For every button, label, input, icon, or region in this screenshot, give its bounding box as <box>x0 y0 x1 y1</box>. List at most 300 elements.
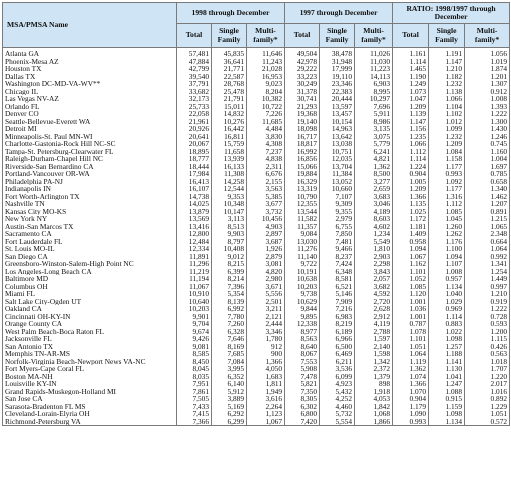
total-1998-cell: 11,067 <box>177 283 212 291</box>
single-family-1997-cell: 7,424 <box>320 260 355 268</box>
ratio-total-cell: 0.958 <box>393 238 429 246</box>
msa-name-cell: Memphis TN-AR-MS <box>3 350 177 358</box>
total-1997-cell: 33,223 <box>285 73 320 81</box>
ratio-single-family-cell: 1.177 <box>429 163 465 171</box>
total-1998-cell: 16,413 <box>177 178 212 186</box>
ratio-total-cell: 1.114 <box>393 58 429 66</box>
total-1998-cell: 9,426 <box>177 335 212 343</box>
ratio-multi-family-cell: 0.745 <box>465 140 510 148</box>
msa-name-cell: Dallas TX <box>3 73 177 81</box>
table-row <box>3 65 510 73</box>
multi-family-1998-cell: 21,028 <box>247 65 285 73</box>
ratio-total-cell: 1.465 <box>393 65 429 73</box>
single-family-1997-cell: 14,963 <box>320 125 355 133</box>
single-family-1997-cell: 4,460 <box>320 403 355 411</box>
total-1998-cell: 13,569 <box>177 215 212 223</box>
ratio-single-family-cell: 1.260 <box>429 223 465 231</box>
ratio-multi-family-cell: 0.919 <box>465 298 510 306</box>
ratio-total-cell: 1.051 <box>393 343 429 351</box>
msa-name-cell: Minneapolis-St. Paul MN-WI <box>3 133 177 141</box>
multi-family-1998-cell: 10,382 <box>247 95 285 103</box>
table-row <box>3 373 510 381</box>
single-family-1997-cell: 11,384 <box>320 170 355 178</box>
msa-name-cell: Orlando FL <box>3 103 177 111</box>
single-family-1998-cell: 6,140 <box>212 380 247 388</box>
table-row <box>3 73 510 81</box>
total-1997-cell: 5,908 <box>285 365 320 373</box>
total-1997-cell: 31,378 <box>285 88 320 96</box>
multi-family-1997-cell: 6,903 <box>355 80 393 88</box>
multi-family-1997-cell: 6,241 <box>355 148 393 156</box>
msa-name-cell: Kansas City MO-KS <box>3 208 177 216</box>
msa-housing-table <box>2 2 510 426</box>
msa-name-cell: San Diego CA <box>3 253 177 261</box>
ratio-multi-family-cell: 1.874 <box>465 65 510 73</box>
table-row <box>3 320 510 328</box>
ratio-multi-family-cell: 1.065 <box>465 223 510 231</box>
ratio-multi-family-cell: 1.004 <box>465 155 510 163</box>
single-family-1998-cell: 28,768 <box>212 80 247 88</box>
ratio-multi-family-cell: 1.008 <box>465 95 510 103</box>
ratio-multi-family-cell: 1.064 <box>465 245 510 253</box>
ratio-single-family-cell: 1.107 <box>429 260 465 268</box>
single-family-1997-cell: 10,154 <box>320 118 355 126</box>
ratio-total-cell: 1.114 <box>393 155 429 163</box>
msa-name-cell: Fort Worth-Arlington TX <box>3 193 177 201</box>
multi-family-1997-cell: 3,046 <box>355 200 393 208</box>
ratio-single-family-cell: 1.138 <box>429 88 465 96</box>
multi-family-1998-cell: 3,081 <box>247 260 285 268</box>
table-row <box>3 133 510 141</box>
ratio-total-cell: 1.005 <box>393 178 429 186</box>
total-1997-cell: 13,544 <box>285 208 320 216</box>
total-1997-cell: 15,066 <box>285 163 320 171</box>
total-1998-cell: 20,926 <box>177 125 212 133</box>
msa-name-cell: Phoenix-Mesa AZ <box>3 58 177 66</box>
total-1998-cell: 7,366 <box>177 418 212 426</box>
multi-family-1997-cell: 7,696 <box>355 103 393 111</box>
ratio-multi-family-cell: 0.992 <box>465 253 510 261</box>
ratio-multi-family-cell: 0.728 <box>465 313 510 321</box>
msa-name-cell: Greensboro-Winston-Salem-High Point NC <box>3 260 177 268</box>
ratio-multi-family-cell: 1.341 <box>465 260 510 268</box>
single-family-1997-cell: 2,979 <box>320 215 355 223</box>
table-row <box>3 223 510 231</box>
ratio-single-family-cell: 1.232 <box>429 80 465 88</box>
single-family-1998-cell: 6,328 <box>212 328 247 336</box>
ratio-multi-family-cell: 0.572 <box>465 418 510 426</box>
total-1997-cell: 13,319 <box>285 185 320 193</box>
multi-family-1998-cell: 3,671 <box>247 283 285 291</box>
ratio-single-family-cell: 1.092 <box>429 178 465 186</box>
single-family-1998-cell: 8,797 <box>212 238 247 246</box>
total-1998-cell: 37,791 <box>177 80 212 88</box>
total-1998-cell: 18,444 <box>177 163 212 171</box>
multi-family-1998-cell: 1,366 <box>247 358 285 366</box>
ratio-single-family-cell: 1.022 <box>429 328 465 336</box>
ratio-single-family-cell: 1.102 <box>429 110 465 118</box>
ratio-single-family-cell: 1.104 <box>429 103 465 111</box>
total-1998-cell: 13,879 <box>177 208 212 216</box>
multi-family-header-1997: Multi-family* <box>355 24 393 48</box>
single-family-1997-cell: 6,983 <box>320 313 355 321</box>
table-row <box>3 163 510 171</box>
ratio-multi-family-cell: 1.160 <box>465 148 510 156</box>
table-row <box>3 275 510 283</box>
ratio-single-family-cell: 1.257 <box>429 343 465 351</box>
ratio-multi-family-cell: 1.220 <box>465 373 510 381</box>
table-row <box>3 140 510 148</box>
msa-name-cell: Baltimore MD <box>3 275 177 283</box>
total-1998-cell: 32,173 <box>177 95 212 103</box>
ratio-total-cell: 1.179 <box>393 403 429 411</box>
single-family-1997-cell: 23,346 <box>320 80 355 88</box>
table-row <box>3 230 510 238</box>
total-1998-cell: 57,481 <box>177 48 212 58</box>
multi-family-1997-cell: 3,135 <box>355 125 393 133</box>
table-row <box>3 260 510 268</box>
multi-family-1998-cell: 3,616 <box>247 395 285 403</box>
table-row <box>3 185 510 193</box>
ratio-total-cell: 1.073 <box>393 88 429 96</box>
table-row <box>3 193 510 201</box>
total-1997-cell: 19,884 <box>285 170 320 178</box>
multi-family-1998-cell: 16,953 <box>247 73 285 81</box>
multi-family-1997-cell: 1,068 <box>355 410 393 418</box>
single-family-1997-cell: 12,035 <box>320 155 355 163</box>
total-1998-cell: 12,334 <box>177 245 212 253</box>
total-1998-cell: 21,961 <box>177 118 212 126</box>
multi-family-1998-cell: 912 <box>247 343 285 351</box>
multi-family-1997-cell: 4,189 <box>355 208 393 216</box>
single-family-1998-cell: 8,214 <box>212 275 247 283</box>
multi-family-1997-cell: 4,119 <box>355 320 393 328</box>
ratio-total-cell: 1.119 <box>393 358 429 366</box>
single-family-1997-cell: 7,481 <box>320 238 355 246</box>
multi-family-1998-cell: 3,346 <box>247 328 285 336</box>
multi-family-1997-cell: 8,500 <box>355 170 393 178</box>
ratio-single-family-cell: 1.029 <box>429 298 465 306</box>
total-1997-cell: 12,355 <box>285 200 320 208</box>
total-1998-cell: 9,704 <box>177 320 212 328</box>
multi-family-1997-cell: 2,659 <box>355 185 393 193</box>
ratio-total-cell: 1.025 <box>393 208 429 216</box>
ratio-total-cell: 1.362 <box>393 365 429 373</box>
ratio-single-family-cell: 1.099 <box>429 125 465 133</box>
single-family-1998-cell: 8,513 <box>212 223 247 231</box>
table-row <box>3 283 510 291</box>
table-row <box>3 170 510 178</box>
single-family-1997-cell: 4,923 <box>320 380 355 388</box>
ratio-multi-family-cell: 0.891 <box>465 208 510 216</box>
table-row <box>3 178 510 186</box>
table-row <box>3 313 510 321</box>
total-1997-cell: 12,338 <box>285 320 320 328</box>
ratio-single-family-cell: 1.098 <box>429 335 465 343</box>
msa-name-cell: St. Louis MO-IL <box>3 245 177 253</box>
ratio-single-family-cell: 1.210 <box>429 65 465 73</box>
ratio-total-cell: 1.070 <box>393 388 429 396</box>
msa-name-cell: Salt Lake City-Ogden UT <box>3 298 177 306</box>
ratio-single-family-cell: 1.012 <box>429 118 465 126</box>
ratio-single-family-cell: 1.134 <box>429 283 465 291</box>
ratio-total-cell: 1.112 <box>393 148 429 156</box>
single-family-1998-cell: 6,299 <box>212 418 247 426</box>
multi-family-1997-cell: 2,720 <box>355 298 393 306</box>
multi-family-1998-cell: 2,980 <box>247 275 285 283</box>
table-row <box>3 403 510 411</box>
total-1997-cell: 8,067 <box>285 350 320 358</box>
multi-family-1998-cell: 1,683 <box>247 373 285 381</box>
ratio-total-cell: 0.904 <box>393 395 429 403</box>
ratio-multi-family-cell: 1.449 <box>465 275 510 283</box>
single-family-1997-cell: 19,110 <box>320 73 355 81</box>
single-family-1997-cell: 6,189 <box>320 328 355 336</box>
multi-family-1997-cell: 3,843 <box>355 268 393 276</box>
total-1997-cell: 9,722 <box>285 260 320 268</box>
single-family-1997-cell: 20,444 <box>320 95 355 103</box>
msa-name-cell: San Antonio TX <box>3 343 177 351</box>
single-family-1997-cell: 6,755 <box>320 223 355 231</box>
ratio-single-family-cell: 1.134 <box>429 418 465 426</box>
multi-family-1998-cell: 9,023 <box>247 80 285 88</box>
ratio-single-family-cell: 1.040 <box>429 290 465 298</box>
single-family-1998-cell: 7,084 <box>212 358 247 366</box>
total-1998-cell: 11,891 <box>177 253 212 261</box>
total-1997-cell: 6,302 <box>285 403 320 411</box>
ratio-single-family-cell: 1.177 <box>429 185 465 193</box>
ratio-multi-family-cell: 1.393 <box>465 103 510 111</box>
single-family-1998-cell: 3,995 <box>212 365 247 373</box>
table-row <box>3 418 510 426</box>
ratio-multi-family-cell: 0.785 <box>465 170 510 178</box>
total-1998-cell: 10,640 <box>177 298 212 306</box>
total-1998-cell: 9,081 <box>177 343 212 351</box>
ratio-single-family-cell: 1.008 <box>429 268 465 276</box>
single-family-1998-cell: 8,169 <box>212 343 247 351</box>
ratio-total-cell: 1.224 <box>393 163 429 171</box>
ratio-multi-family-cell: 0.912 <box>465 88 510 96</box>
single-family-1998-cell: 16,442 <box>212 125 247 133</box>
ratio-total-cell: 1.409 <box>393 230 429 238</box>
msa-name-cell: Louisville KY-IN <box>3 380 177 388</box>
multi-family-1998-cell: 7,226 <box>247 110 285 118</box>
ratio-single-family-cell: 0.993 <box>429 170 465 178</box>
msa-name-cell: Tampa-St. Petersburg-Clearwater FL <box>3 148 177 156</box>
single-family-1997-cell: 6,348 <box>320 268 355 276</box>
total-1997-cell: 30,249 <box>285 80 320 88</box>
multi-family-1998-cell: 7,237 <box>247 148 285 156</box>
multi-family-1998-cell: 5,385 <box>247 193 285 201</box>
total-1998-cell: 18,777 <box>177 155 212 163</box>
total-1997-cell: 18,098 <box>285 125 320 133</box>
multi-family-1998-cell: 11,685 <box>247 118 285 126</box>
multi-family-1998-cell: 1,949 <box>247 388 285 396</box>
ratio-total-cell: 1.052 <box>393 275 429 283</box>
ratio-multi-family-cell: 1.056 <box>465 48 510 58</box>
table-row <box>3 103 510 111</box>
single-family-1997-cell: 22,383 <box>320 88 355 96</box>
table-row <box>3 365 510 373</box>
msa-name-cell: Riverside-San Bernardino CA <box>3 163 177 171</box>
multi-family-1997-cell: 3,075 <box>355 133 393 141</box>
single-family-1998-cell: 9,012 <box>212 253 247 261</box>
multi-family-1997-cell: 8,603 <box>355 215 393 223</box>
single-family-1998-cell: 21,771 <box>212 65 247 73</box>
single-family-1997-cell: 7,107 <box>320 193 355 201</box>
msa-name-cell: Detroit MI <box>3 125 177 133</box>
msa-name-cell: Fort Lauderdale FL <box>3 238 177 246</box>
group-header-1998: 1998 through December <box>177 3 285 24</box>
total-1998-cell: 18,895 <box>177 148 212 156</box>
table-body <box>3 48 510 426</box>
ratio-single-family-cell: 1.262 <box>429 230 465 238</box>
multi-family-1998-cell: 1,123 <box>247 410 285 418</box>
ratio-multi-family-cell: 0.892 <box>465 395 510 403</box>
ratio-multi-family-cell: 1.254 <box>465 268 510 276</box>
total-1998-cell: 11,194 <box>177 275 212 283</box>
single-family-1998-cell: 22,587 <box>212 73 247 81</box>
total-1998-cell: 8,450 <box>177 358 212 366</box>
single-family-1998-cell: 6,992 <box>212 305 247 313</box>
ratio-single-family-cell: 1.098 <box>429 410 465 418</box>
multi-family-1998-cell: 3,563 <box>247 185 285 193</box>
ratio-total-cell: 1.161 <box>393 48 429 58</box>
ratio-total-cell: 1.067 <box>393 253 429 261</box>
single-family-1998-cell: 6,352 <box>212 373 247 381</box>
total-1998-cell: 8,585 <box>177 350 212 358</box>
multi-family-header-1998: Multi-family* <box>247 24 285 48</box>
single-family-1997-cell: 4,252 <box>320 395 355 403</box>
ratio-total-cell: 1.064 <box>393 350 429 358</box>
msa-name-cell: Sacramento CA <box>3 230 177 238</box>
multi-family-1997-cell: 10,297 <box>355 95 393 103</box>
total-header-1998: Total <box>177 24 212 48</box>
total-1997-cell: 16,992 <box>285 148 320 156</box>
ratio-multi-family-cell: 1.215 <box>465 215 510 223</box>
multi-family-1997-cell: 1,234 <box>355 230 393 238</box>
multi-family-1998-cell: 3,677 <box>247 200 285 208</box>
total-1998-cell: 7,433 <box>177 403 212 411</box>
ratio-single-family-cell: 1.209 <box>429 140 465 148</box>
ratio-total-cell: 1.074 <box>393 373 429 381</box>
table-row <box>3 245 510 253</box>
multi-family-1998-cell: 2,311 <box>247 163 285 171</box>
ratio-multi-family-cell: 1.019 <box>465 58 510 66</box>
ratio-multi-family-cell: 1.115 <box>465 335 510 343</box>
single-family-1997-cell: 7,216 <box>320 305 355 313</box>
ratio-multi-family-cell: 1.200 <box>465 328 510 336</box>
ratio-total-cell: 1.094 <box>393 245 429 253</box>
ratio-multi-family-cell: 0.426 <box>465 343 510 351</box>
msa-name-cell: Seattle-Bellevue-Everett WA <box>3 118 177 126</box>
single-family-1998-cell: 7,780 <box>212 313 247 321</box>
total-1997-cell: 19,368 <box>285 110 320 118</box>
msa-name-cell: Orange County CA <box>3 320 177 328</box>
msa-name-cell: Washington DC-MD-VA-WV** <box>3 80 177 88</box>
multi-family-1998-cell: 4,308 <box>247 140 285 148</box>
multi-family-1997-cell: 2,903 <box>355 253 393 261</box>
msa-name-cell: Fort Myers-Cape Coral FL <box>3 365 177 373</box>
multi-family-1997-cell: 898 <box>355 380 393 388</box>
ratio-multi-family-cell: 1.201 <box>465 73 510 81</box>
msa-name-cell: Indianapolis IN <box>3 185 177 193</box>
single-family-1998-cell: 5,912 <box>212 388 247 396</box>
multi-family-1998-cell: 3,687 <box>247 238 285 246</box>
msa-name-cell: Portland-Vancouver OR-WA <box>3 170 177 178</box>
table-row <box>3 410 510 418</box>
total-header-ratio: Total <box>393 24 429 48</box>
multi-family-1997-cell: 1,597 <box>355 335 393 343</box>
ratio-total-cell: 1.190 <box>393 73 429 81</box>
single-family-1997-cell: 31,948 <box>320 58 355 66</box>
single-family-1998-cell: 6,399 <box>212 268 247 276</box>
multi-family-header-ratio: Multi-family* <box>465 24 510 48</box>
table-page <box>2 2 509 493</box>
multi-family-1998-cell: 11,243 <box>247 58 285 66</box>
msa-name-cell: Chicago IL <box>3 88 177 96</box>
ratio-total-cell: 1.366 <box>393 380 429 388</box>
single-family-1998-cell: 12,544 <box>212 185 247 193</box>
total-1997-cell: 8,563 <box>285 335 320 343</box>
total-1998-cell: 10,910 <box>177 290 212 298</box>
single-family-1998-cell: 3,113 <box>212 215 247 223</box>
table-header <box>3 3 510 48</box>
total-1997-cell: 7,553 <box>285 358 320 366</box>
ratio-multi-family-cell: 1.051 <box>465 410 510 418</box>
ratio-single-family-cell: 1.114 <box>429 313 465 321</box>
multi-family-1998-cell: 2,879 <box>247 253 285 261</box>
single-family-1998-cell: 36,641 <box>212 58 247 66</box>
single-family-1998-cell: 10,147 <box>212 208 247 216</box>
multi-family-1997-cell: 2,372 <box>355 365 393 373</box>
multi-family-1998-cell: 2,121 <box>247 313 285 321</box>
group-header-ratio: RATIO: 1998/1997 through December <box>393 3 510 24</box>
table-row <box>3 200 510 208</box>
single-family-1997-cell: 5,432 <box>320 388 355 396</box>
single-family-1998-cell: 11,658 <box>212 148 247 156</box>
single-family-1997-cell: 13,704 <box>320 163 355 171</box>
ratio-total-cell: 1.101 <box>393 335 429 343</box>
ratio-multi-family-cell: 1.210 <box>465 290 510 298</box>
table-row <box>3 395 510 403</box>
multi-family-1997-cell: 2,912 <box>355 313 393 321</box>
ratio-multi-family-cell: 1.300 <box>465 118 510 126</box>
total-1998-cell: 11,296 <box>177 260 212 268</box>
single-family-1997-cell: 3,536 <box>320 365 355 373</box>
single-family-1998-cell: 7,646 <box>212 335 247 343</box>
single-family-1997-cell: 10,660 <box>320 185 355 193</box>
ratio-total-cell: 1.139 <box>393 110 429 118</box>
ratio-single-family-cell: 1.112 <box>429 200 465 208</box>
msa-name-cell: San Jose CA <box>3 395 177 403</box>
msa-name-cell: Jacksonville FL <box>3 335 177 343</box>
single-family-1997-cell: 6,966 <box>320 335 355 343</box>
total-1998-cell: 17,984 <box>177 170 212 178</box>
total-1997-cell: 7,350 <box>285 388 320 396</box>
ratio-multi-family-cell: 1.222 <box>465 110 510 118</box>
ratio-multi-family-cell: 1.707 <box>465 365 510 373</box>
multi-family-1997-cell: 1,362 <box>355 163 393 171</box>
total-1998-cell: 25,733 <box>177 103 212 111</box>
single-family-1998-cell: 15,011 <box>212 103 247 111</box>
table-row <box>3 208 510 216</box>
ratio-single-family-cell: 1.084 <box>429 148 465 156</box>
ratio-total-cell: 1.066 <box>393 140 429 148</box>
multi-family-1997-cell: 3,682 <box>355 283 393 291</box>
single-family-1997-cell: 6,521 <box>320 283 355 291</box>
multi-family-1998-cell: 2,444 <box>247 320 285 328</box>
